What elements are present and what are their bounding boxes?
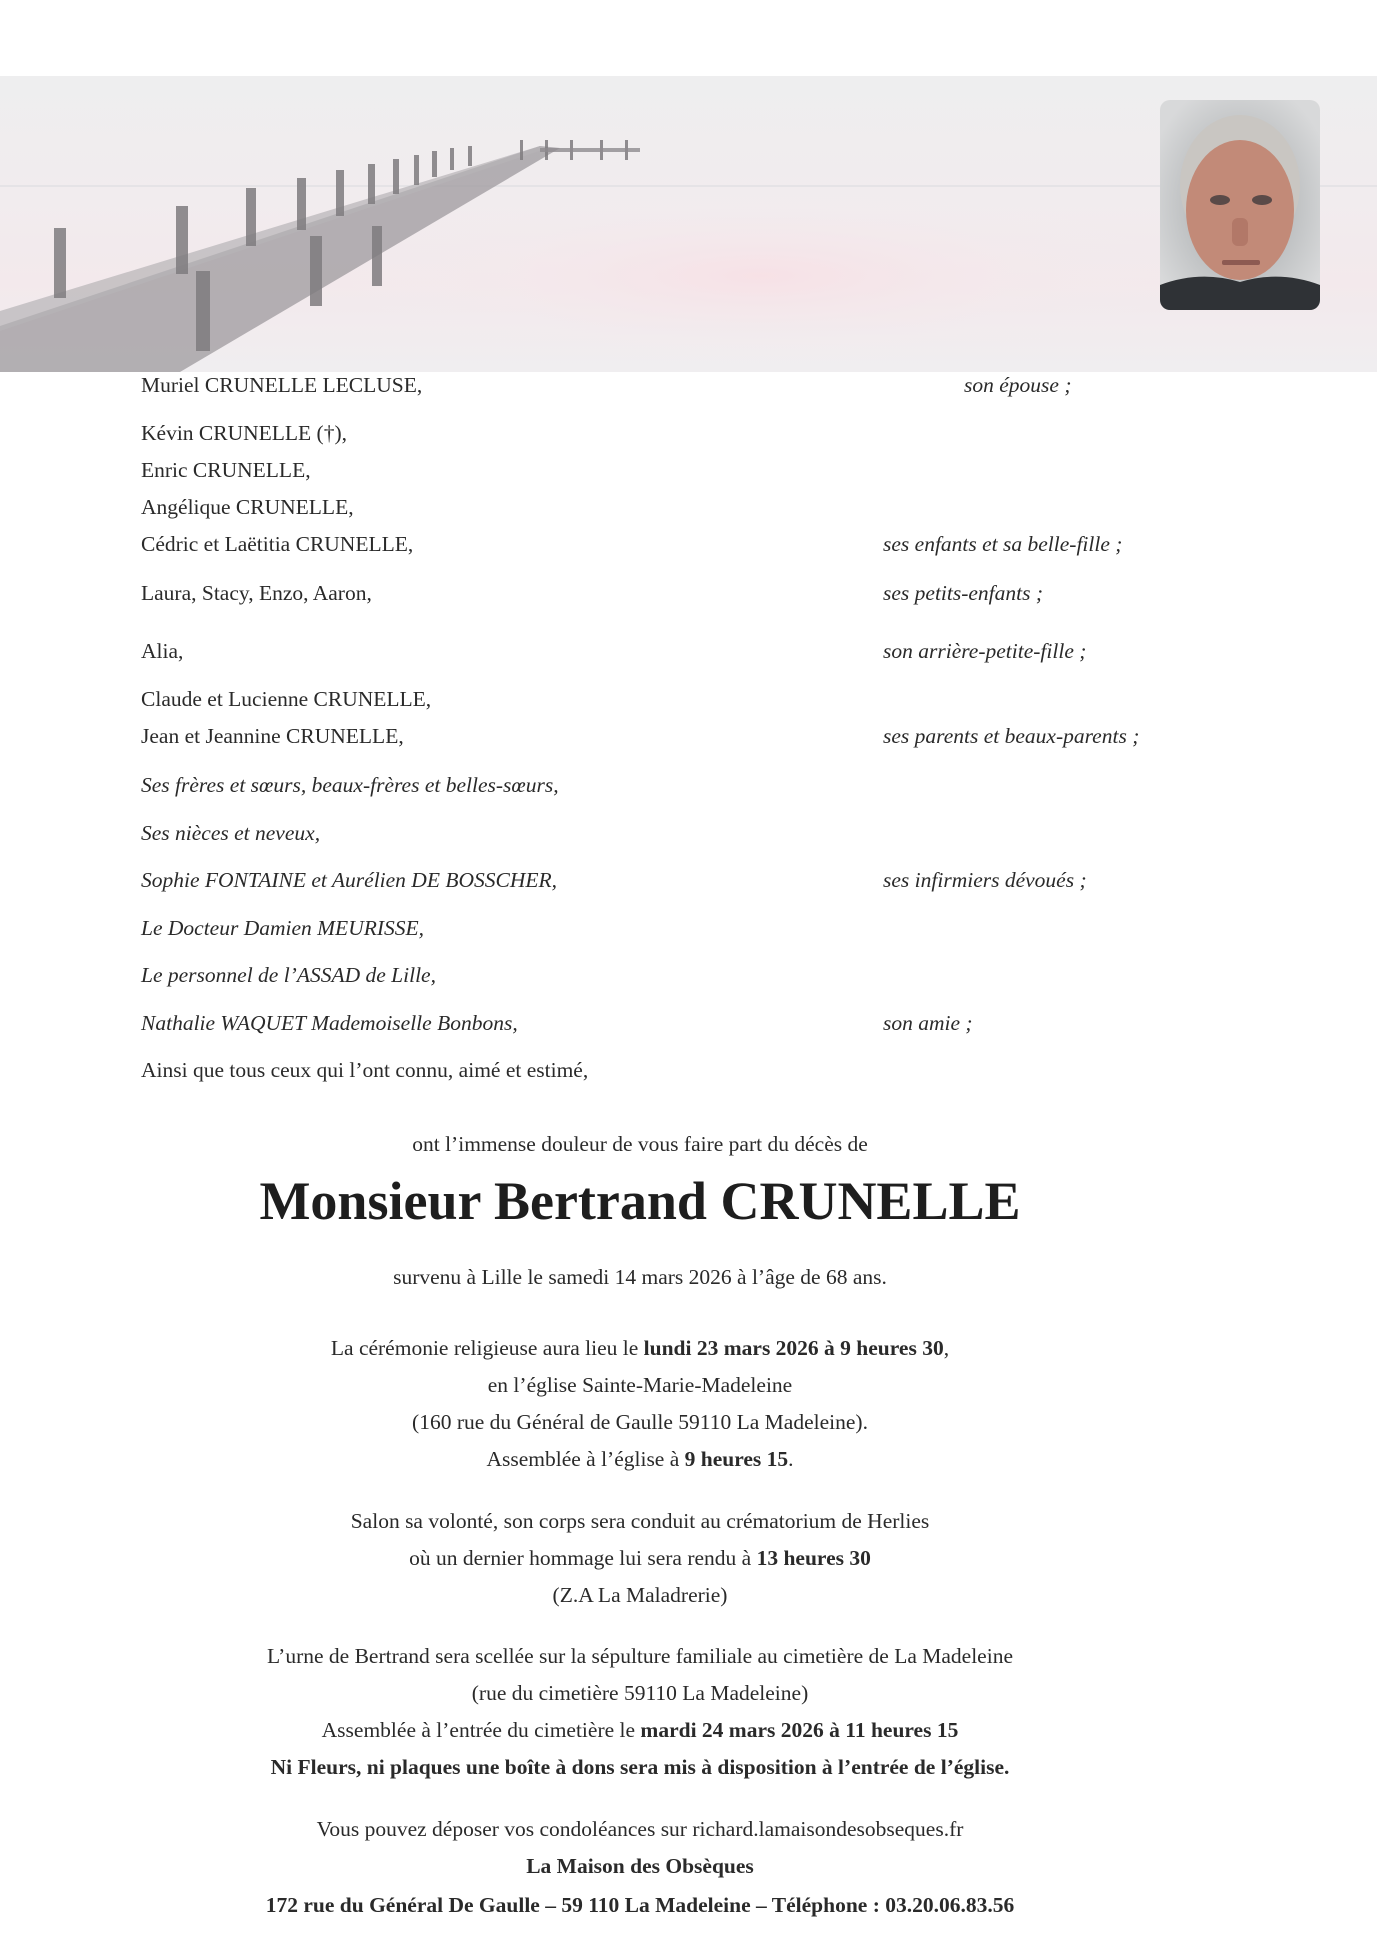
family-relation: son épouse ;: [964, 373, 1072, 397]
burial-assembly: Assemblée à l’entrée du cimetière le mardi 24 mars 2026 à 11 heures 15: [321, 1718, 959, 1742]
cremation-line: Salon sa volonté, son corps sera conduit au crématorium de Herlies: [350, 1509, 930, 1533]
ceremony-line: La cérémonie religieuse aura lieu le lundi 23 mars 2026 à 9 heures 30,: [330, 1336, 950, 1360]
family-member: Laura, Stacy, Enzo, Aaron,: [141, 581, 372, 605]
family-member: Le Docteur Damien MEURISSE,: [141, 916, 425, 940]
burial-address: (rue du cimetière 59110 La Madeleine): [471, 1681, 809, 1705]
ceremony-assembly: Assemblée à l’église à 9 heures 15.: [486, 1447, 794, 1471]
portrait-photo-icon: [1160, 100, 1320, 310]
family-member: Jean et Jeannine CRUNELLE,: [141, 724, 404, 748]
cremation-location: (Z.A La Maladrerie): [552, 1583, 728, 1607]
ceremony-church: en l’église Sainte-Marie-Madeleine: [487, 1373, 793, 1397]
family-member: Ses frères et sœurs, beaux-frères et belles-sœurs,: [141, 773, 559, 797]
family-member: Muriel CRUNELLE LECLUSE,: [141, 373, 423, 397]
condolences-notice: Vous pouvez déposer vos condoléances sur richard.lamaisondesobseques.fr: [316, 1817, 964, 1841]
family-member: Le personnel de l’ASSAD de Lille,: [141, 963, 436, 987]
family-member: Enric CRUNELLE,: [141, 458, 311, 482]
family-relation: ses petits-enfants ;: [883, 581, 1044, 605]
deceased-name: Monsieur Bertrand CRUNELLE: [259, 1171, 1021, 1231]
family-member: Kévin CRUNELLE (†),: [141, 421, 348, 445]
family-member: Claude et Lucienne CRUNELLE,: [141, 687, 432, 711]
company-address: 172 rue du Général De Gaulle – 59 110 La Madeleine – Téléphone : 03.20.06.83.56: [265, 1893, 1015, 1917]
family-relation: ses parents et beaux-parents ;: [883, 724, 1140, 748]
family-member: Ainsi que tous ceux qui l’ont connu, aimé et estimé,: [141, 1058, 589, 1082]
family-member: Sophie FONTAINE et Aurélien DE BOSSCHER,: [141, 868, 558, 892]
family-member: Alia,: [141, 639, 184, 663]
company-name: La Maison des Obsèques: [526, 1854, 754, 1878]
announcement-intro: ont l’immense douleur de vous faire part du décès de: [412, 1132, 868, 1156]
family-member: Cédric et Laëtitia CRUNELLE,: [141, 532, 414, 556]
family-member: Angélique CRUNELLE,: [141, 495, 354, 519]
burial-line: L’urne de Bertrand sera scellée sur la sépulture familiale au cimetière de La Madeleine: [267, 1644, 1013, 1668]
ceremony-address: (160 rue du Général de Gaulle 59110 La Madeleine).: [412, 1410, 868, 1434]
family-relation: ses enfants et sa belle-fille ;: [883, 532, 1123, 556]
death-info: survenu à Lille le samedi 14 mars 2026 à l’âge de 68 ans.: [393, 1265, 887, 1289]
family-relation: son amie ;: [883, 1011, 973, 1035]
family-member: Ses nièces et neveux,: [141, 821, 321, 845]
family-member: Nathalie WAQUET Mademoiselle Bonbons,: [141, 1011, 518, 1035]
cremation-tribute: où un dernier hommage lui sera rendu à 13 heures 30: [409, 1546, 871, 1570]
flowers-notice: Ni Fleurs, ni plaques une boîte à dons sera mis à disposition à l’entrée de l’église.: [270, 1755, 1010, 1779]
family-relation: son arrière-petite-fille ;: [883, 639, 1087, 663]
family-relation: ses infirmiers dévoués ;: [883, 868, 1087, 892]
